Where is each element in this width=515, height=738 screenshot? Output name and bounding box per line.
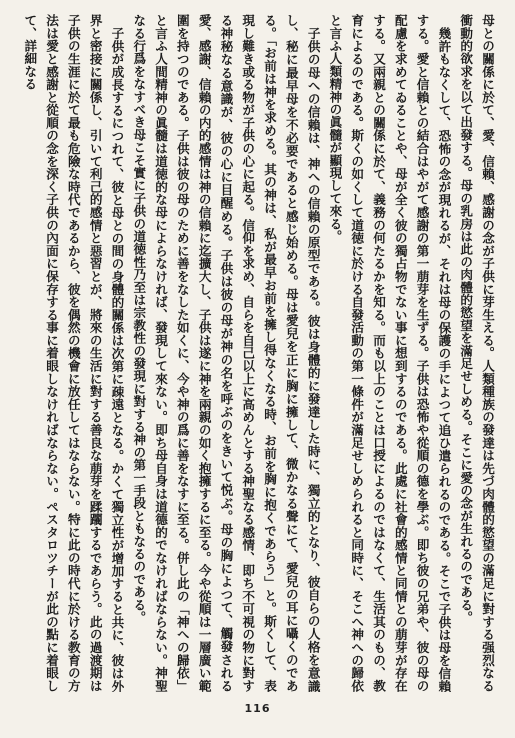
vertical-text-body bbox=[18, 14, 498, 692]
paragraph-4: 子供が成長するにつれて、彼と母との間の身體的關係は次第に疎遠となる。かくて獨立性が增加すると共に、彼は外界と密接に關係し、引いて利己的感情と惡習とが、將來の生活に對する善良な萠芽を蹂躙するであらう。此の過渡期は子供の生涯に於て最も危險な時代であるから、彼を偶然の機會に放任してはならない。特に此の時代に於ける教育の方法は愛と感謝と從順の念を深く子供の內面に保存する事に着眼しなければならない。ペスタロツチーが此の點に着眼して、詳細なる bbox=[22, 14, 125, 692]
paragraph-1: 母との關係に於て、愛、信賴、感謝の念が子供に芽生える。人類種族の發達は先づ肉體的慾望の滿足に對する强烈なる衝動的欲求を以て出發する。母の乳房は此の肉體的慾望を滿足せしめる。そこに愛の念が生れるのである。 bbox=[458, 14, 495, 692]
paragraph-3: 子供の母への信賴は、神への信賴の原型である。彼は身體的に發達した時に、獨立的となり、彼自らの人格を意識し、秘に最早母を不必要であると感じ始める。母は愛兒を正に胸に擁して、微かなる聲にて、愛兒の耳に囁くのである。「お前は神を求める。其の神は、私が最早お前を擁し得なくなる時、お前を胸に抱くであらう」と。斯くして、表現し難き或る物が子供の心に起る。信仰を求め、自らを自己以上に高めんとする神聖なる感情、即ち不可視の物に對する神秘なる意識が、彼の心に目醒める。子供は彼の母が神の名を呼ぶのをきいて悦ぶ。母の胸によつて、觸發される愛、感謝、信賴の内的感情は神の信賴に迄擴大し、子供は遂に神を兩親の如く抱擁するに至る。今や從順は一層廣い範圍を持つのである。子供は彼の母のために善をなした如くに、今や神の爲に善をなすに至る。併し此の「神への歸依」と言ふ人間精神の眞髓は道徳的な母によらなければ、發現して來ない。即ち母自身は道德的でなければならない。神聖なる行爲をなすべき母こそ實に子供の道徳性乃至は宗教性の發現に對する神の第一手段ともなるのである。 bbox=[131, 14, 321, 692]
paragraph-2: 幾許もなくして、恐怖の念が現れるが、それは母の保護の手によつて追ひ遣られるのである。そこで子供は母を信賴する。愛と信賴との結合はやがて感謝の第一萠芽を生ずる。子供は恐怖や從順の德を學ぶ。即ち彼の兄弟や、彼の母の配慮を求めてゐることや、母が全く彼の獨占物でない事に想到するのである。此處に社會的感情と同情との萠芽が存在する。又兩親との關係に於て、義務の何たるかを知る。而も以上のことは口授によるのではなくて、生活其のもの、教育によるのである。斯くの如くして道徳に於ける自發活動の第一條件が滿足せしめられると同時に、そこへ神への歸依と言ふ人類精神の眞髓が顯現して來る。 bbox=[327, 14, 452, 692]
page-number: 116 bbox=[244, 702, 271, 715]
